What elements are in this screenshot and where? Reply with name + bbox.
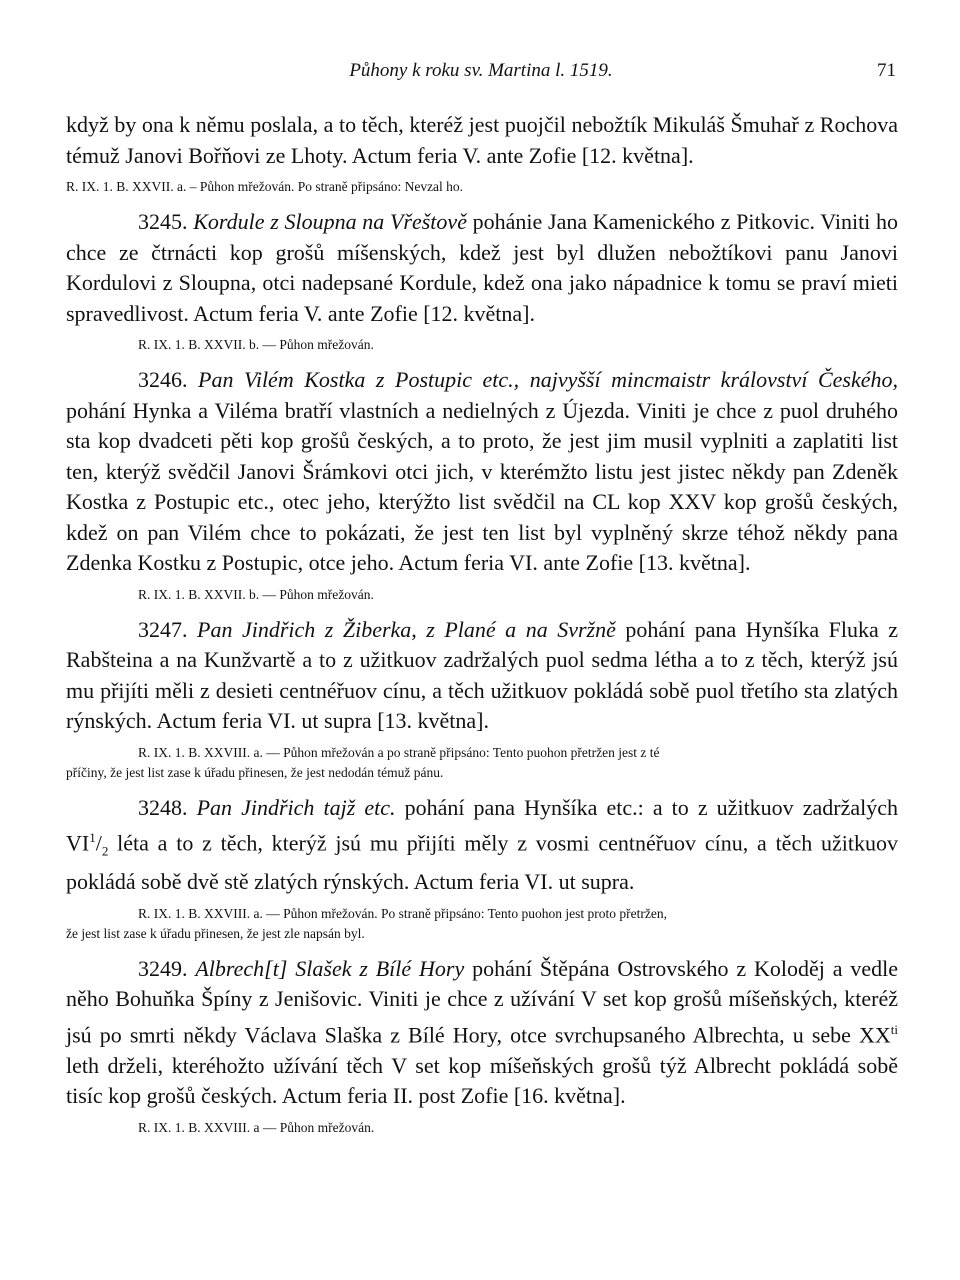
- entry-text: když by ona k němu poslala, a to těch, kteréž jest puojčil nebožtík Mikuláš Šmuhař z Rochova témuž Janovi Bořňovi ze Lhoty. Actum feria V. ante Zofie [12. května].: [66, 112, 898, 168]
- fraction-numerator: 1: [89, 830, 96, 845]
- entry-note: R. IX. 1. B. XXVII. b. — Půhon mřežován.: [138, 337, 374, 352]
- entry-note-rest: že jest list zase k úřadu přinesen, že jest zle napsán byl.: [66, 925, 365, 941]
- entry-3248: [66, 793, 898, 898]
- entry-note-lead: R. IX. 1. B. XXVIII. a. — Půhon mřežován a po straně připsáno: Tento puohon přetržen jest z té: [138, 744, 660, 760]
- entry-note-rest: příčiny, že jest list zase k úřadu přinesen, že jest nedodán témuž pánu.: [66, 764, 444, 780]
- entry-note: R. IX. 1. B. XXVII. a. – Půhon mřežován. Po straně připsáno: Nevzal ho.: [66, 179, 464, 194]
- entry-note: R. IX. 1. B. XXVIII. a — Půhon mřežován.: [138, 1119, 375, 1135]
- entry-text: pohání pana Hynšíka etc.: a to z užitkuov zadržalých VI: [66, 794, 899, 856]
- entry-number: 3245.: [138, 209, 188, 234]
- page-header: [66, 60, 896, 90]
- entry-3246: [66, 365, 898, 579]
- superscript: ti: [890, 1021, 898, 1037]
- entry-party: Kordule z Sloupna na Vřeštově: [193, 209, 467, 234]
- entry-text-cont: leth drželi, kteréhožto užívání těch V set kop míšeňských grošů týž Albrecht pokládá sobě tisíc kop grošů českých. Actum feria II. post Zofie [16. května].: [66, 1052, 898, 1109]
- entry-number: 3247.: [138, 616, 188, 642]
- entry-continuation: [66, 110, 898, 171]
- entry-text-cont: léta a to z těch, kterýž jsú mu přijíti měly z vosmi centnéřuov cínu, a těch užitkuov pokládá sobě dvě stě zlatých rýnských. Actum feria VI. ut supra.: [66, 830, 898, 895]
- entry-text: pohání Štěpána Ostrovského z Koloděj a vedle něho Bohuňka Špíny z Jenišovic. Viniti je chce z užívání V set kop grošů míšeňských, kteréž jsú po smrti někdy Václava Slaška z Bílé Hory, otce svrchupsaného Albrechta, u sebe XX: [66, 955, 899, 1048]
- entry-party: Albrech[t] Slašek z Bílé Hory: [195, 955, 465, 981]
- entry-number: 3248.: [138, 794, 188, 820]
- entry-text: pohánie Jana Kamenického z Pitkovic. Viniti ho chce ze čtrnácti kop grošů míšenských, kdež jest byl dlužen nebožtíkovi panu Janovi Kordulovi z Sloupna, otci nadepsané Kordule, kdež ona jako nápadnice k tomu se praví mieti spravedlivost. Actum feria V. ante Zofie [12. května].: [66, 209, 898, 326]
- entry-party: Pan Vilém Kostka z Postupic etc., najvyšší mincmaistr království Českého,: [198, 367, 898, 392]
- entry-number: 3249.: [138, 955, 188, 981]
- entry-3247: [66, 615, 898, 737]
- entry-3249: [66, 954, 898, 1112]
- entry-party: Pan Jindřich tajž etc.: [196, 794, 396, 820]
- entry-note: [66, 743, 898, 783]
- entry-note: R. IX. 1. B. XXVII. b. — Půhon mřežován.: [138, 586, 374, 602]
- page-content: [66, 110, 898, 1148]
- entry-text: pohání Hynka a Viléma bratří vlastních a nedielných z Újezda. Viniti je chce z puol druhého sta kop dvadceti pěti kop grošů českých, a to proto, že jest jim musil vyplniti a zaplatiti list ten, kterýž svědčil Janovi Šrámkovi otci jich, v kterémžto listu jest jistec někdy pan Zdeněk Kostka z Postupic etc., otec jeho, kterýžto list svědčil na CL kop XXV kop grošů českých, kdež on pan Vilém chce to pokázati, že jest ten list byl vyplněný skrze téhož někdy pana Zdenka Kostku z Postupic, otce jeho. Actum feria VI. ante Zofie [13. května].: [66, 397, 898, 575]
- entry-number: 3246.: [138, 367, 188, 392]
- page-number: 71: [877, 60, 896, 81]
- fraction-denominator: 2: [101, 843, 109, 859]
- entry-party: Pan Jindřich z Žiberka, z Plané a na Svržně: [197, 616, 616, 642]
- entry-note-lead: R. IX. 1. B. XXVIII. a. — Půhon mřežován. Po straně připsáno: Tento puohon jest proto přetržen,: [138, 905, 667, 921]
- entry-text: pohání pana Hynšíka Fluka z Rabšteina a na Kunžvartě a to z užitkuov zadržalých puol sedma létha a to z těch, kterýž jsú mu přijíti měli z desieti centnéřuov cínu, a těch užitkuov pokládá sobě puol třetího sta zlatých rýnských. Actum feria VI. ut supra [13. května].: [66, 616, 899, 733]
- running-title: Půhony k roku sv. Martina l. 1519.: [349, 60, 613, 81]
- fraction-slash: /: [95, 830, 102, 856]
- entry-3245: [66, 207, 898, 329]
- entry-note: [66, 904, 898, 944]
